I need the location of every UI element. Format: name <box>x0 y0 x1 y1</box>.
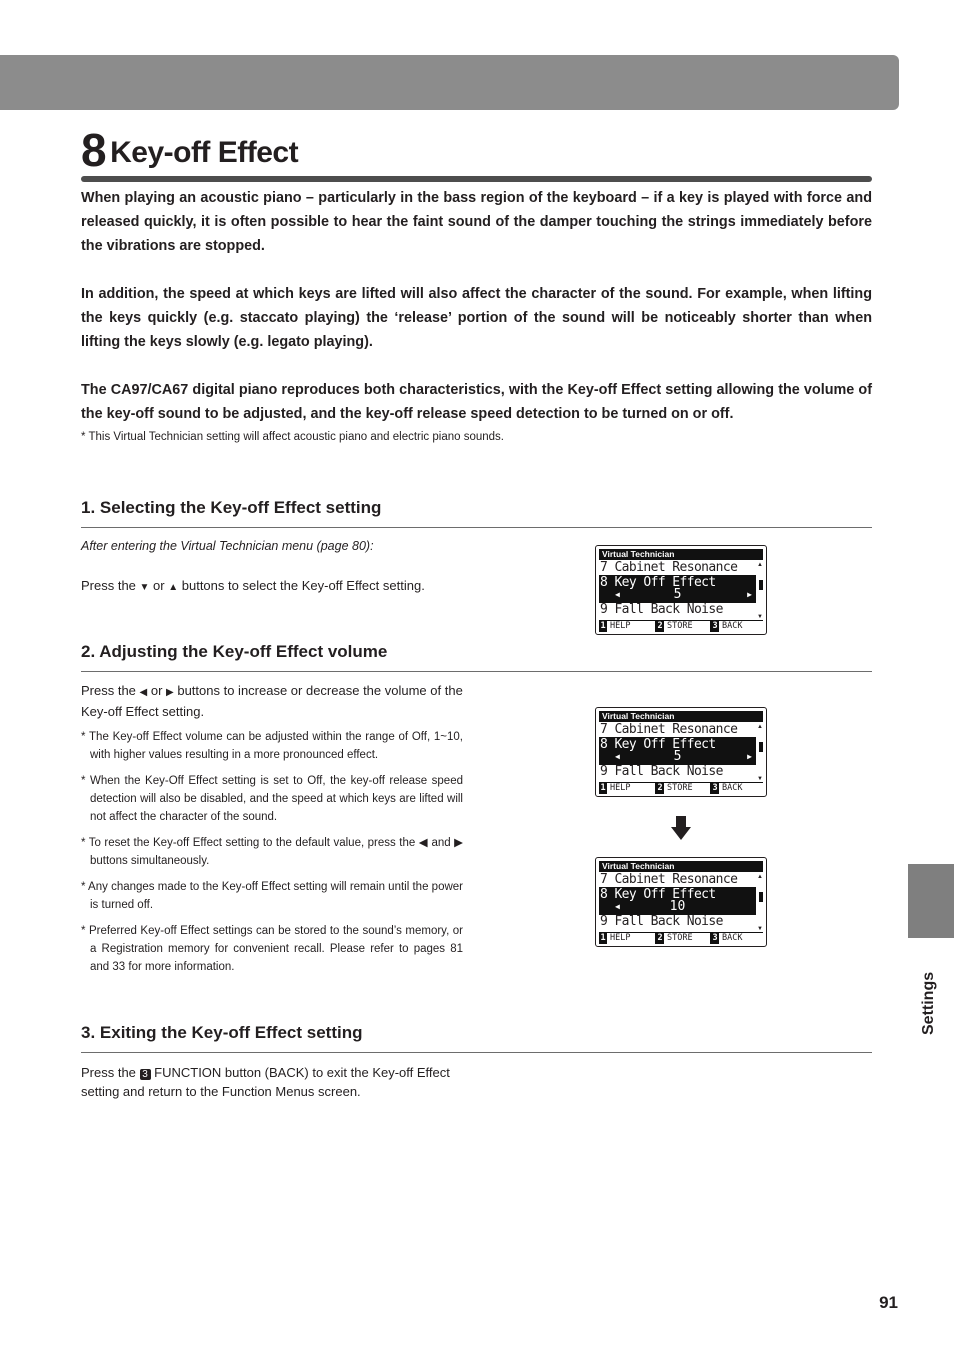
scroll-up-icon: ▲ <box>757 562 763 568</box>
key-label: HELP <box>610 933 631 943</box>
lcd-header: Virtual Technician <box>599 711 763 722</box>
lcd-footkey <box>655 783 693 794</box>
lcd-row: 7 Cabinet Resonance <box>600 722 738 737</box>
note: * Any changes made to the Key-off Effect setting will remain until the power is turned off. <box>81 881 463 911</box>
lcd-row: 9 Fall Back Noise <box>600 764 723 779</box>
header-bar <box>0 55 899 110</box>
lcd-value <box>599 588 756 602</box>
lcd-value <box>599 900 756 914</box>
title-number: 8 <box>81 124 107 176</box>
note: * When the Key-Off Effect setting is set to Off, the key-off release speed detection will also be disabled, and the speed at which keys are lifted will not affect the character of the sound. <box>81 775 463 823</box>
lcd-value-number: 5 <box>673 587 682 602</box>
lcd-footkey <box>710 783 742 794</box>
lcd-value-number: 5 <box>673 749 682 764</box>
section2-body <box>81 681 463 721</box>
key-number: 2 <box>657 933 663 943</box>
scroll-down-icon: ▼ <box>757 614 763 620</box>
key-number: 2 <box>657 621 663 631</box>
text: Press the <box>81 683 140 698</box>
right-arrow-icon: ▶ <box>747 752 752 761</box>
text: Press the <box>81 578 140 593</box>
lcd-footkey <box>710 621 742 632</box>
function-3-badge: 3 <box>140 1069 151 1080</box>
key-number: 1 <box>600 621 606 631</box>
lcd-row: 9 Fall Back Noise <box>600 602 723 617</box>
section3-body <box>81 1063 463 1101</box>
lcd-footer <box>599 932 763 944</box>
key-label: BACK <box>722 783 743 793</box>
lcd-header: Virtual Technician <box>599 861 763 872</box>
intro-block <box>81 186 872 446</box>
key-number: 3 <box>712 933 718 943</box>
key-number: 1 <box>600 933 606 943</box>
up-triangle-icon: ▲ <box>168 582 179 593</box>
lcd-footer <box>599 620 763 632</box>
lcd-header: Virtual Technician <box>599 549 763 560</box>
lcd-footkey <box>599 783 630 794</box>
intro-paragraph: When playing an acoustic piano – particularly in the bass region of the keyboard – if a key is played with force and released quickly, it is often possible to hear the faint sound of the damper touching the strings immediately before the vibrations are stopped. <box>81 190 872 254</box>
section1-heading: 1. Selecting the Key-off Effect setting <box>81 496 872 528</box>
left-triangle-icon: ◀ <box>139 687 148 698</box>
text: FUNCTION button (BACK) to exit the Key-off Effect setting and return to the Function Menus screen. <box>81 1065 450 1099</box>
section3-instruction <box>81 1063 463 1101</box>
right-arrow-icon: ▶ <box>747 590 752 599</box>
left-arrow-icon: ◀ <box>615 590 620 599</box>
lcd-value-number: 10 <box>669 899 686 914</box>
key-label: HELP <box>610 783 631 793</box>
lcd-screen-select <box>595 545 767 635</box>
text: buttons to select the Key-off Effect setting. <box>178 578 425 593</box>
lcd-footkey <box>655 933 693 944</box>
key-number: 3 <box>712 783 718 793</box>
page-title <box>81 124 873 176</box>
section3-heading: 3. Exiting the Key-off Effect setting <box>81 1021 872 1053</box>
note: * To reset the Key-off Effect setting to the default value, press the ◀ and ▶ buttons simultaneously. <box>81 837 463 867</box>
page-number: 91 <box>879 1293 898 1312</box>
intro-note: * This Virtual Technician setting will affect acoustic piano and electric piano sounds. <box>81 431 504 443</box>
lcd-row-selected: 8 Key Off Effect <box>600 575 716 590</box>
lcd-footkey <box>655 621 693 632</box>
lcd-row: 9 Fall Back Noise <box>600 914 723 929</box>
lcd-row: 7 Cabinet Resonance <box>600 560 738 575</box>
left-arrow-icon: ◀ <box>615 752 620 761</box>
scroll-up-icon: ▲ <box>757 874 763 880</box>
lcd-screen-after <box>595 857 767 947</box>
note: * The Key-off Effect volume can be adjusted within the range of Off, 1~10, with higher values resulting in a more pronounced effect. <box>81 731 463 761</box>
text: Press the <box>81 1065 140 1080</box>
key-label: BACK <box>722 933 743 943</box>
section1-instruction <box>81 576 463 597</box>
intro-paragraph: The CA97/CA67 digital piano reproduces both characteristics, with the Key-off Effect setting allowing the volume of the key-off sound to be adjusted, and the key-off release speed detection to be turned on or off. <box>81 382 872 422</box>
key-number: 1 <box>600 783 606 793</box>
text: or <box>149 578 169 593</box>
text: or <box>147 683 167 698</box>
chapter-label: Settings <box>920 971 937 1035</box>
left-arrow-icon: ◀ <box>615 902 620 911</box>
scroll-bar <box>759 742 763 752</box>
title-text: Key-off Effect <box>110 136 299 169</box>
scroll-bar <box>759 892 763 902</box>
section2-heading: 2. Adjusting the Key-off Effect volume <box>81 640 872 672</box>
section1-body <box>81 537 463 597</box>
chapter-tab <box>908 864 954 938</box>
lcd-screen-before <box>595 707 767 797</box>
text: buttons to increase or decrease the volume of the Key-off Effect setting. <box>81 683 463 719</box>
key-number: 3 <box>712 621 718 631</box>
right-triangle-icon: ▶ <box>166 687 174 698</box>
section1-italic: After entering the Virtual Technician menu (page 80): <box>81 539 374 553</box>
key-label: BACK <box>722 621 743 631</box>
section2-notes <box>81 728 463 984</box>
key-label: STORE <box>667 621 693 631</box>
title-rule <box>81 176 872 182</box>
down-arrow-icon <box>671 816 691 840</box>
lcd-footkey <box>599 621 630 632</box>
section2-instruction <box>81 681 463 721</box>
lcd-footkey <box>710 933 742 944</box>
down-triangle-icon: ▼ <box>139 582 150 593</box>
lcd-row-selected: 8 Key Off Effect <box>600 887 716 902</box>
key-number: 2 <box>657 783 663 793</box>
intro-paragraph: In addition, the speed at which keys are lifted will also affect the character of the sound. For example, when lifting the keys quickly (e.g. staccato playing) the ‘release’ portion of the sound will be noticeably shorter than when lifting the keys slowly (e.g. legato playing). <box>81 286 872 350</box>
key-label: STORE <box>667 933 693 943</box>
lcd-row: 7 Cabinet Resonance <box>600 872 738 887</box>
lcd-value <box>599 750 756 764</box>
scroll-down-icon: ▼ <box>757 926 763 932</box>
lcd-footer <box>599 782 763 794</box>
note: * Preferred Key-off Effect settings can be stored to the sound’s memory, or a Registration memory for convenient recall. Please refer to pages 81 and 33 for more information. <box>81 925 463 973</box>
scroll-up-icon: ▲ <box>757 724 763 730</box>
key-label: STORE <box>667 783 693 793</box>
lcd-footkey <box>599 933 630 944</box>
lcd-row-selected: 8 Key Off Effect <box>600 737 716 752</box>
key-label: HELP <box>610 621 631 631</box>
scroll-bar <box>759 580 763 590</box>
scroll-down-icon: ▼ <box>757 776 763 782</box>
